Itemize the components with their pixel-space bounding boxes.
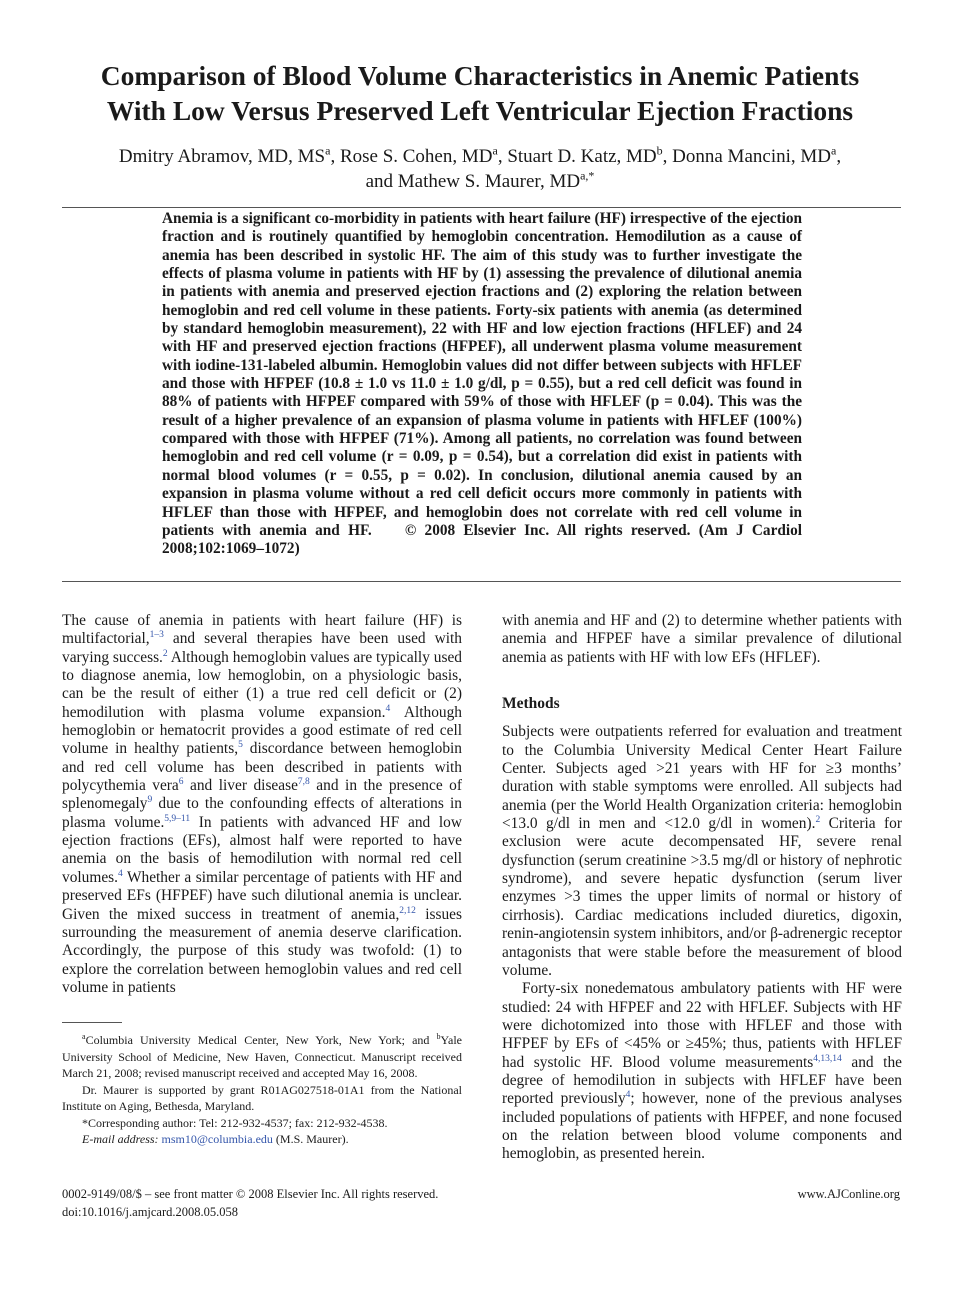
email-link[interactable]: msm10@columbia.edu [161, 1132, 273, 1146]
title-line-2: With Low Versus Preserved Left Ventricular Ejection Fractions [106, 95, 854, 126]
reference-link[interactable]: 7,8 [297, 776, 310, 787]
footnotes [62, 1032, 462, 1148]
intro-text: Whether a similar percentage of patients with HF and preserved EFs (HFPEF) have such dilutional anemia is unclear. Given the mixed success in treatment of anemia, [62, 868, 462, 923]
methods-text: Criteria for exclusion were acute decompensated HF, severe renal dysfunction (serum creatinine >3.5 mg/dl or history of nephrotic syndrome), and severe hepatic dysfunction (serum liver enzymes >3 times the upper limits of normal or history of cirrhosis). Cardiac medications included diuretics, digoxin, renin-angiotensin system inhibitors, and/or β-adrenergic receptor antagonists that were stable before the measurement of blood volume. [502, 815, 902, 979]
reference-link[interactable]: 1–3 [149, 630, 164, 641]
reference-link[interactable]: 2,12 [399, 905, 416, 916]
abstract-body: Anemia is a significant co-morbidity in patients with heart failure (HF) irrespective of the ejection fraction and is routinely quantified by hemoglobin concentration. Hemodilution as a cause of anemia has been described in systolic HF. The aim of this study was to further investigate the effects of plasma volume in patients with HF by (1) assessing the prevalence of dilutional anemia in patients with anemia and preserved ejection fractions and (2) exploring the relation between hemoglobin and red cell volume in these patients. Forty-six patients with anemia (as determined by standard hemoglobin measurement), 22 with HF and low ejection fractions (HFLEF) and 24 with HF and preserved ejection fractions (HFPEF), all underwent plasma volume measurement with iodine-131-labeled albumin. Hemoglobin values did not differ between subjects with HFLEF and those with HFPEF (10.8 ± 1.0 vs 11.0 ± 1.0 g/dl, p = 0.55), but a red cell deficit was found in 88% of patients with HFPEF compared with 59% of those with HFLEF (p = 0.04). This was the result of a higher prevalence of an expansion of plasma volume in patients with HFLEF (100%) compared with those with HFPEF (71%). Among all patients, no correlation was found between hemoglobin and red cell volume (r = 0.09, p = 0.54), but a correlation did exist in patients with normal blood volumes (r = 0.55, p = 0.02). In conclusion, dilutional anemia caused by an expansion in plasma volume without a red cell deficit occurs more commonly in patients with HFLEF than those with HFPEF, and hemoglobin does not correlate with red cell volume in patients with anemia and HF. [162, 210, 802, 539]
author-name: Rose S. Cohen, MD [339, 146, 493, 167]
article-title [40, 58, 920, 128]
author-affiliation-mark: a,* [580, 168, 595, 183]
left-column [62, 612, 462, 997]
intro-text: Although hemoglobin values are typically used to diagnose anemia, low hemoglobin, on a physiologic basis, can be the result of either (1) a true red cell deficit or (2) hemodilution with plasma volume expansion. [62, 648, 463, 721]
methods-text: Forty-six nonedematous ambulatory patients with HF were studied: 24 with HFPEF and 22 with HFLEF. Subjects with HF were dichotomized into those with HFLEF and those with HFPEF by EFs of <45% or ≥45%; thus, patients with HFLEF had systolic HF. Blood volume measurements [502, 980, 902, 1071]
author-name: Dmitry Abramov, MD, MS [118, 146, 326, 167]
affiliation-footnote [62, 1032, 462, 1082]
author-name: Stuart D. Katz, MD [507, 146, 657, 167]
intro-text: Although hemoglobin or hematocrit provides a good estimate of red cell volume in healthy patients, [62, 703, 462, 758]
abstract-copyright: © 2008 Elsevier Inc. All rights reserved. [404, 521, 691, 539]
intro-text: issues surrounding the measurement of anemia deserve clarification. Accordingly, the purpose of this study was twofold: (1) to explore the correlation between hemoglobin values and red cell volume in patients [62, 905, 462, 996]
author-separator: , [330, 146, 340, 167]
author-name: and Mathew S. Maurer, MD [365, 171, 581, 192]
affiliation-text: Columbia University Medical Center, New York, New York; and [85, 1033, 437, 1047]
abstract [162, 210, 802, 559]
title-line-1: Comparison of Blood Volume Characteristics in Anemic Patients [100, 60, 860, 91]
reference-link[interactable]: 5 [238, 740, 243, 751]
intro-text: and in the presence of splenomegaly [62, 777, 462, 813]
author-affiliation-mark: a [492, 143, 498, 158]
methods-text: ; however, none of the previous analyses included populations of patients with HFPEF, and none focused on the relation between blood volume components and hemoglobin, as presented herein. [502, 1090, 902, 1163]
author-separator: , [836, 146, 842, 167]
journal-website[interactable]: www.AJConline.org [797, 1187, 900, 1201]
affiliation-text: Yale University School of Medicine, New Haven, Connecticut. Manuscript received March 21, 2008; revised manuscript received and accepted May 16, 2008. [62, 1033, 462, 1080]
intro-text: In patients with advanced HF and low ejection fractions (EFs), almost half were reported to have anemia on the basis of hemodilution with normal red cell volumes. [62, 813, 462, 886]
page-footer-right [798, 1186, 900, 1204]
doi-line[interactable]: doi:10.1016/j.amjcard.2008.05.058 [62, 1204, 239, 1219]
grant-footnote: Dr. Maurer is supported by grant R01AG027518-01A1 from the National Institute on Aging, Bethesda, Maryland. [62, 1082, 462, 1113]
reference-link[interactable]: 4 [625, 1090, 631, 1101]
reference-link[interactable]: 4,13,14 [813, 1053, 842, 1064]
intro-text: due to the confounding effects of alterations in plasma volume. [62, 795, 462, 831]
reference-link[interactable]: 4 [118, 868, 123, 879]
author-separator: , [497, 146, 508, 167]
abstract-top-rule [62, 207, 901, 208]
author-affiliation-mark: a [325, 143, 331, 158]
intro-text: and liver disease [183, 777, 298, 795]
issn-line: 0002-9149/08/$ – see front matter © 2008 Elsevier Inc. All rights reserved. [62, 1187, 439, 1201]
abstract-bottom-rule [62, 581, 901, 582]
author-affiliation-mark: a [831, 143, 837, 158]
methods-text: and the degree of hemodilution in subjects with HFLEF have been reported previously [502, 1053, 902, 1108]
intro-text: The cause of anemia in patients with heart failure (HF) is multifactorial, [62, 612, 462, 648]
footnote-rule [62, 1022, 122, 1023]
methods-text: Subjects were outpatients referred for evaluation and treatment to the Columbia University Medical Center Heart Failure Center. Subjects aged >21 years with HF for ≥3 months’ duration with stable symptoms were enrolled. All subjects had anemia (per the World Health Organization criteria: hemoglobin <13.0 g/dl in men and <12.0 g/dl in women). [502, 723, 902, 833]
reference-link[interactable]: 5,9–11 [164, 813, 191, 824]
reference-link[interactable]: 2 [815, 814, 821, 825]
email-label: E-mail address: [82, 1132, 159, 1146]
author-name: Donna Mancini, MD [672, 146, 831, 167]
email-owner: (M.S. Maurer). [272, 1132, 349, 1146]
author-separator: , [662, 146, 673, 167]
author-list [40, 144, 920, 194]
abstract-citation: (Am J Cardiol 2008;102:1069–1072) [162, 521, 803, 558]
author-affiliation-mark: b [656, 143, 663, 158]
intro-text: and several therapies have been used with varying success. [62, 630, 462, 666]
intro-text: discordance between hemoglobin and red cell volume has been described in patients with polycythemia vera [62, 740, 463, 795]
methods-paragraph-1 [502, 723, 902, 980]
reference-link[interactable]: 4 [385, 703, 391, 714]
reference-link[interactable]: 6 [178, 776, 184, 787]
intro-paragraph [62, 612, 462, 997]
email-footnote [62, 1131, 462, 1148]
reference-link[interactable]: 9 [147, 795, 153, 806]
reference-link[interactable]: 2 [162, 648, 168, 659]
right-column [502, 612, 902, 1164]
affiliation-mark: b [436, 1032, 441, 1041]
affiliation-mark: a [82, 1032, 86, 1041]
page-footer-left [62, 1186, 438, 1221]
methods-heading: Methods [502, 695, 560, 713]
methods-paragraph-2 [502, 980, 902, 1163]
corresponding-author: *Corresponding author: Tel: 212-932-4537; fax: 212-932-4538. [82, 1115, 388, 1130]
intro-continued: with anemia and HF and (2) to determine whether patients with anemia and HFPEF have a similar prevalence of dilutional anemia as patients with HF with low EFs (HFLEF). [502, 612, 902, 666]
